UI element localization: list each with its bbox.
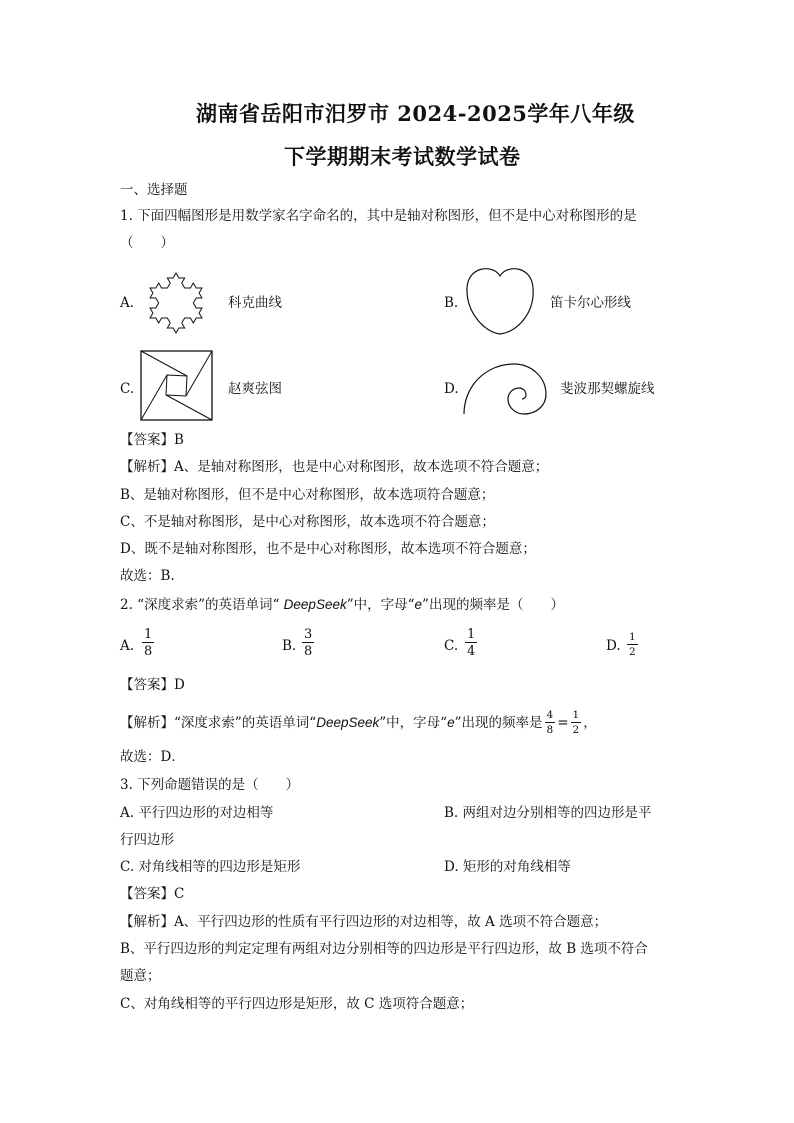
q3-analysis-line: B、平行四边形的判定定理有两组对边分别相等的四边形是平行四边形，故 B 选项不符合 [120,941,648,957]
q1-option-c-label: 赵爽弦图 [228,381,282,397]
q1-option-d-label: 斐波那契螺旋线 [560,381,655,397]
q2-option-b-letter: B. [282,638,297,654]
q1-analysis-line: B、是轴对称图形，但不是中心对称图形，故本选项符合题意； [120,487,495,503]
fraction-denominator: 2 [572,723,580,736]
q3-option-b: B. 两组对边分别相等的四边形是平 [444,805,652,821]
q1-stem: 1. 下面四幅图形是用数学家名字命名的，其中是轴对称图形，但不是中心对称图形的是 [120,208,637,224]
fraction-denominator: 8 [144,644,153,659]
q3-analysis-line: 题意； [120,968,161,984]
fraction-numerator: 1 [572,709,580,721]
q2-answer: 【答案】D [120,677,185,693]
q3-stem: 3. 下列命题错误的是（ ） [120,777,300,793]
q2-analysis-mid: ”中，字母“ [379,714,448,731]
page-title-line2: 下学期期末考试数学试卷 [284,144,521,169]
q2-analysis-fraction-2 [571,710,582,735]
q2-analysis-letter: e [447,714,455,730]
q2-conclusion: 故选：D． [120,749,185,765]
fraction-numerator: 1 [629,631,636,643]
q2-option-c-letter: C. [444,638,459,654]
koch-snowflake-figure [136,260,216,344]
q1-option-d-letter: D. [444,381,459,397]
q2-option-b-fraction [302,628,314,658]
q3-analysis-line: C、对角线相等的平行四边形是矩形，故 C 选项符合题意； [120,996,474,1012]
q2-option-c-fraction [465,628,477,658]
fibonacci-spiral-figure [460,358,550,416]
section-heading: 一、选择题 [120,182,188,198]
koch-snowflake-outline [150,273,202,333]
fraction-denominator: 8 [304,644,313,659]
q1-paren: （ ） [120,235,174,251]
q2-option-d-letter: D. [606,638,621,654]
q1-option-c-letter: C. [120,381,135,397]
q3-analysis-line: 【解析】A、平行四边形的性质有平行四边形的对边相等，故 A 选项不符合题意； [120,914,608,930]
cardioid-figure [462,262,538,338]
q1-analysis-line: D、既不是轴对称图形，也不是中心对称图形，故本选项不符合题意； [120,541,536,557]
q3-option-c: C. 对角线相等的四边形是矩形 [120,859,301,875]
fraction-numerator: 1 [467,627,476,642]
q1-option-b-label: 笛卡尔心形线 [550,295,631,311]
q2-analysis-fraction-1 [545,710,556,735]
zhao-shuang-figure [140,350,214,422]
q2-analysis-equals: = [557,714,569,731]
q3-option-a: A. 平行四边形的对边相等 [120,805,274,821]
q2-stem-post: ”出现的频率是（ ） [422,597,564,613]
fraction-numerator: 3 [304,627,313,642]
fraction-denominator: 8 [546,723,554,736]
q1-option-a-letter: A. [120,295,135,311]
q2-stem [120,596,564,614]
fraction-denominator: 4 [467,644,476,659]
q2-analysis [120,710,597,735]
q1-option-a-label: 科克曲线 [228,295,282,311]
q1-answer: 【答案】B [120,432,184,448]
fraction-numerator: 1 [144,627,153,642]
q2-stem-mid: ”中，字母“ [346,597,415,613]
q3-answer: 【答案】C [120,886,185,902]
q1-analysis-line: 【解析】A、是轴对称图形，也是中心对称图形，故本选项不符合题意； [120,459,549,475]
fraction-numerator: 4 [546,709,554,721]
q2-option-a-fraction [142,628,154,658]
q2-letter: e [414,597,423,612]
q2-stem-pre: 2. “深度求索”的英语单词“ [120,597,284,613]
q3-option-d: D. 矩形的对角线相等 [444,859,571,875]
q2-option-a-letter: A. [120,638,135,654]
page-title-line1: 湖南省岳阳市汨罗市 2024-2025学年八年级 [196,101,635,126]
q2-analysis-end: ， [583,714,597,731]
fraction-denominator: 2 [629,645,636,658]
q2-word: DeepSeek [283,597,347,612]
q2-option-d-fraction [627,632,638,657]
q1-option-b-letter: B. [444,295,459,311]
q3-option-b-continued: 行四边形 [120,832,174,848]
q1-analysis-line: C、不是轴对称图形，是中心对称图形，故本选项不符合题意； [120,514,495,530]
q2-analysis-post: ”出现的频率是 [454,714,543,731]
q2-analysis-pre: 【解析】“深度求索”的英语单词“ [120,714,317,731]
q1-conclusion: 故选：B. [120,568,175,584]
q2-analysis-word: DeepSeek [316,714,380,730]
